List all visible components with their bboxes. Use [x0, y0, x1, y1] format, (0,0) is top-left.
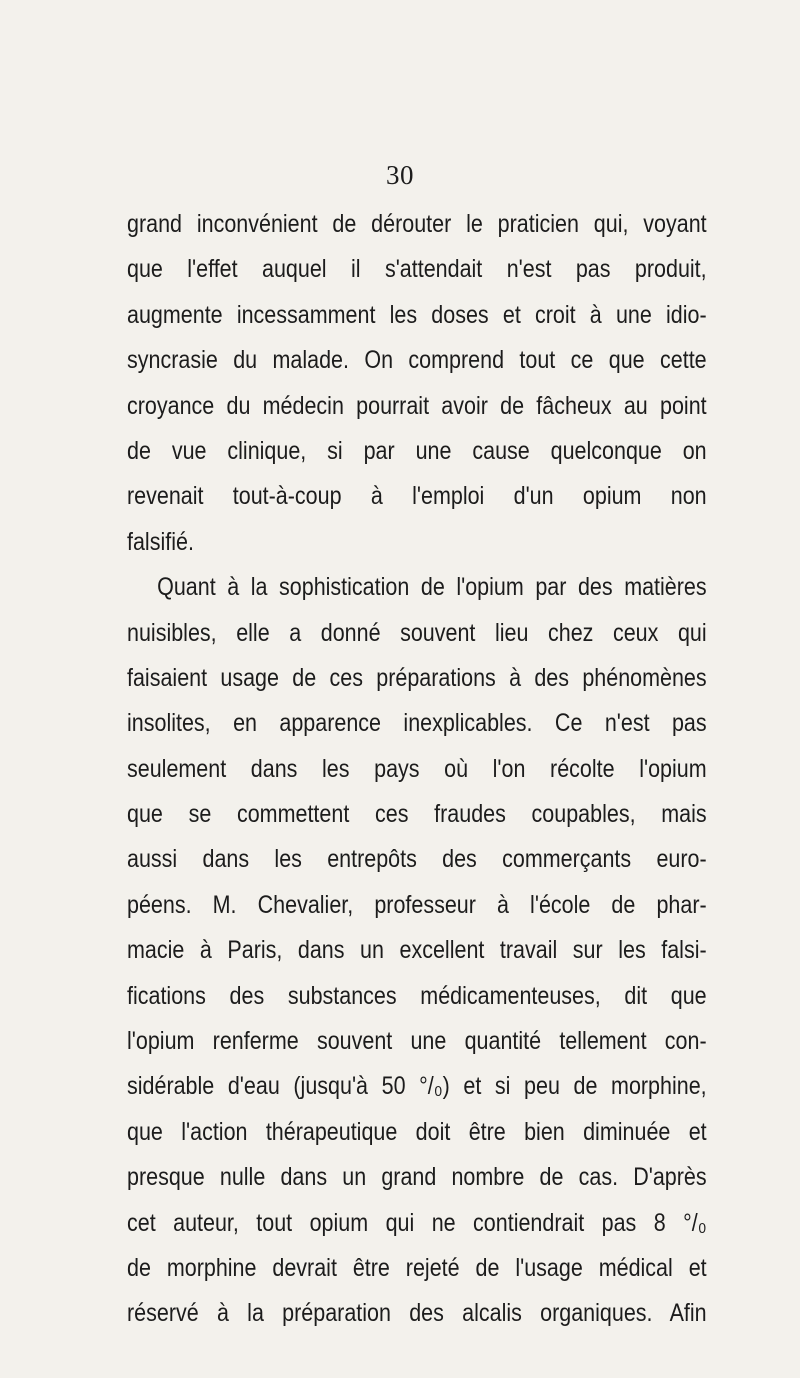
text-line: fications des substances médicamenteuses, dit que [127, 981, 707, 1010]
body-text [127, 202, 707, 1337]
text-line: presque nulle dans un grand nombre de cas. D'après [127, 1163, 707, 1192]
text-line: sidérable d'eau (jusqu'à 50 °/₀) et si peu de morphine, [127, 1072, 707, 1101]
text-line: de vue clinique, si par une cause quelconque on [127, 436, 707, 465]
text-line: que l'action thérapeutique doit être bien diminuée et [127, 1117, 707, 1146]
text-line: augmente incessamment les doses et croit à une idio- [127, 300, 707, 329]
text-line: l'opium renferme souvent une quantité tellement con- [127, 1027, 707, 1056]
text-line: que l'effet auquel il s'attendait n'est pas produit, [127, 255, 707, 284]
text-line: que se commettent ces fraudes coupables, mais [127, 800, 707, 829]
text-line: croyance du médecin pourrait avoir de fâcheux au point [127, 391, 707, 420]
text-line: Quant à la sophistication de l'opium par des matières [157, 573, 707, 602]
page-number: 30 [386, 160, 414, 190]
text-line: falsifié. [127, 527, 194, 556]
text-line: nuisibles, elle a donné souvent lieu chez ceux qui [127, 618, 707, 647]
text-line: cet auteur, tout opium qui ne contiendrait pas 8 °/₀ [127, 1208, 707, 1237]
text-line: réservé à la préparation des alcalis organiques. Afin [127, 1299, 707, 1328]
text-line: macie à Paris, dans un excellent travail sur les falsi- [127, 936, 707, 965]
text-line: faisaient usage de ces préparations à des phénomènes [127, 663, 707, 692]
text-line: grand inconvénient de dérouter le praticien qui, voyant [127, 210, 707, 238]
text-line: seulement dans les pays où l'on récolte l'opium [127, 754, 707, 783]
text-line: péens. M. Chevalier, professeur à l'école de phar- [127, 890, 707, 919]
text-line: insolites, en apparence inexplicables. Ce n'est pas [127, 709, 707, 738]
text-line: aussi dans les entrepôts des commerçants euro- [127, 845, 707, 874]
text-line: revenait tout-à-coup à l'emploi d'un opium non [127, 482, 707, 511]
text-line: de morphine devrait être rejeté de l'usage médical et [127, 1253, 707, 1282]
text-line: syncrasie du malade. On comprend tout ce que cette [127, 346, 707, 375]
